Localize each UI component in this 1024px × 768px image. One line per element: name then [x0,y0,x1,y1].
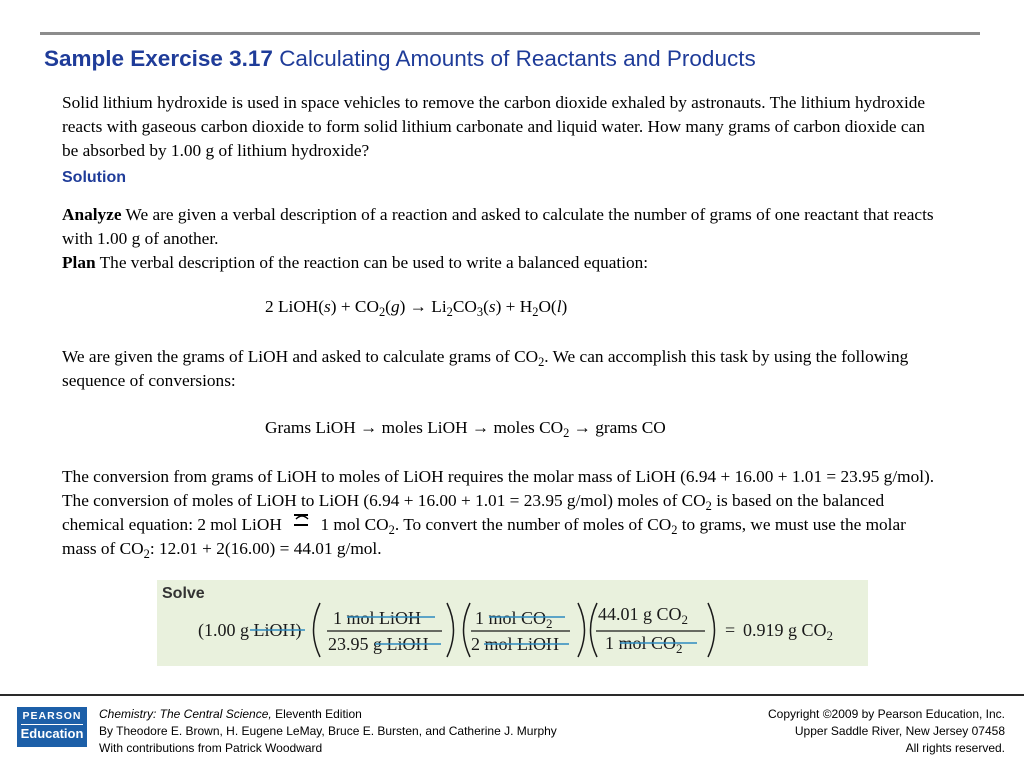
book-title: Chemistry: The Central Science, [99,707,272,721]
analyze-label: Analyze [62,205,122,224]
rights-line: All rights reserved. [905,741,1005,755]
solve-box [157,580,868,666]
book-authors: By Theodore E. Brown, H. Eugene LeMay, Bruce E. Bursten, and Catherine J. Murphy [99,724,557,738]
f1-denominator: 23.95 g LiOH [328,634,429,654]
solve-equation [157,580,868,666]
book-title-line [99,706,557,723]
conversion-intro: We are given the grams of LiOH and asked to calculate grams of $CO_2$. We can accomplish this task by using the following sequence of conversions: [62,347,909,390]
right-paren [708,603,715,657]
molar-mass-explanation: The conversion from grams of LiOH to moles of LiOH requires the molar mass of LiOH (6.94 + 16.00 + 1.01 = 23.95 g/mol). The conversion of moles of LiOH to LiOH (6.94 + 16.00 + 1.01 = 23.95 g/mol) moles of $CO_2$ is based on the balanced chemical equation: 2 mol LiOH 1 mol $CO_2$. To convert the number of moles of $CO_2$ to grams, we must use the molar mass of $CO_2$: 12.01 + 2(16.00) = 44.01 g/mol. [62,467,935,561]
equals-sign: = [725,620,736,640]
publisher-address: Upper Saddle River, New Jersey 07458 [794,724,1005,738]
conversion-sequence: Grams LiOH → moles LiOH → moles $CO_2$ → grams CO [265,418,666,440]
book-edition: Eleventh Edition [275,707,362,721]
left-paren [314,603,321,657]
left-paren [591,603,598,657]
book-credit [99,706,557,757]
copyright-line: Copyright ©2009 by Pearson Education, Inc. [768,707,1005,721]
f3-numerator: 44.01 g CO2 [598,604,689,627]
f1-numerator: 1 mol LiOH [333,608,421,628]
plan-paragraph [62,251,942,275]
top-rule [40,32,980,35]
logo-pearson-text: PEARSON [22,710,82,722]
slide-title [44,46,756,72]
analyze-text: We are given a verbal description of a reaction and asked to calculate the number of grams of one reactant that reacts with 1.00 g of another. [62,205,934,248]
left-paren [464,603,471,657]
right-paren [447,603,454,657]
logo-education-text: Education [20,726,84,741]
logo-divider [21,724,83,725]
analyze-paragraph [62,203,942,251]
result-value: 0.919 g CO2 [743,620,834,643]
f3-denominator: 1 mol CO2 [605,633,683,656]
copyright-notice [768,706,1005,757]
plan-text: The verbal description of the reaction can be used to write a balanced equation: [99,253,649,272]
problem-statement: Solid lithium hydroxide is used in space vehicles to remove the carbon dioxide exhaled by astronauts. The lithium hydroxide reacts with gaseous carbon dioxide to form solid lithium carbonate and liquid water. How many grams of carbon dioxide can be absorbed by 1.00 g of lithium hydroxide? [62,93,926,160]
pearson-logo [17,707,87,747]
f2-denominator: 2 mol LiOH [471,634,559,654]
footer-rule [0,694,1024,696]
title-topic: Calculating Amounts of Reactants and Products [279,46,756,71]
solution-heading: Solution [62,169,126,186]
given-amount: (1.00 g LiOH) [198,620,302,640]
right-paren [578,603,585,657]
title-exercise-number: Sample Exercise 3.17 [44,46,273,71]
equivalence-symbol [288,514,314,526]
f2-numerator: 1 mol CO2 [475,608,553,631]
plan-label: Plan [62,253,96,272]
book-contributions: With contributions from Patrick Woodward [99,741,323,755]
solve-label: Solve [162,585,205,602]
balanced-equation: 2 LiOH(s) + $CO_2(g) \to Li_2CO_3(s) + H_2O(l)$ [265,297,568,319]
